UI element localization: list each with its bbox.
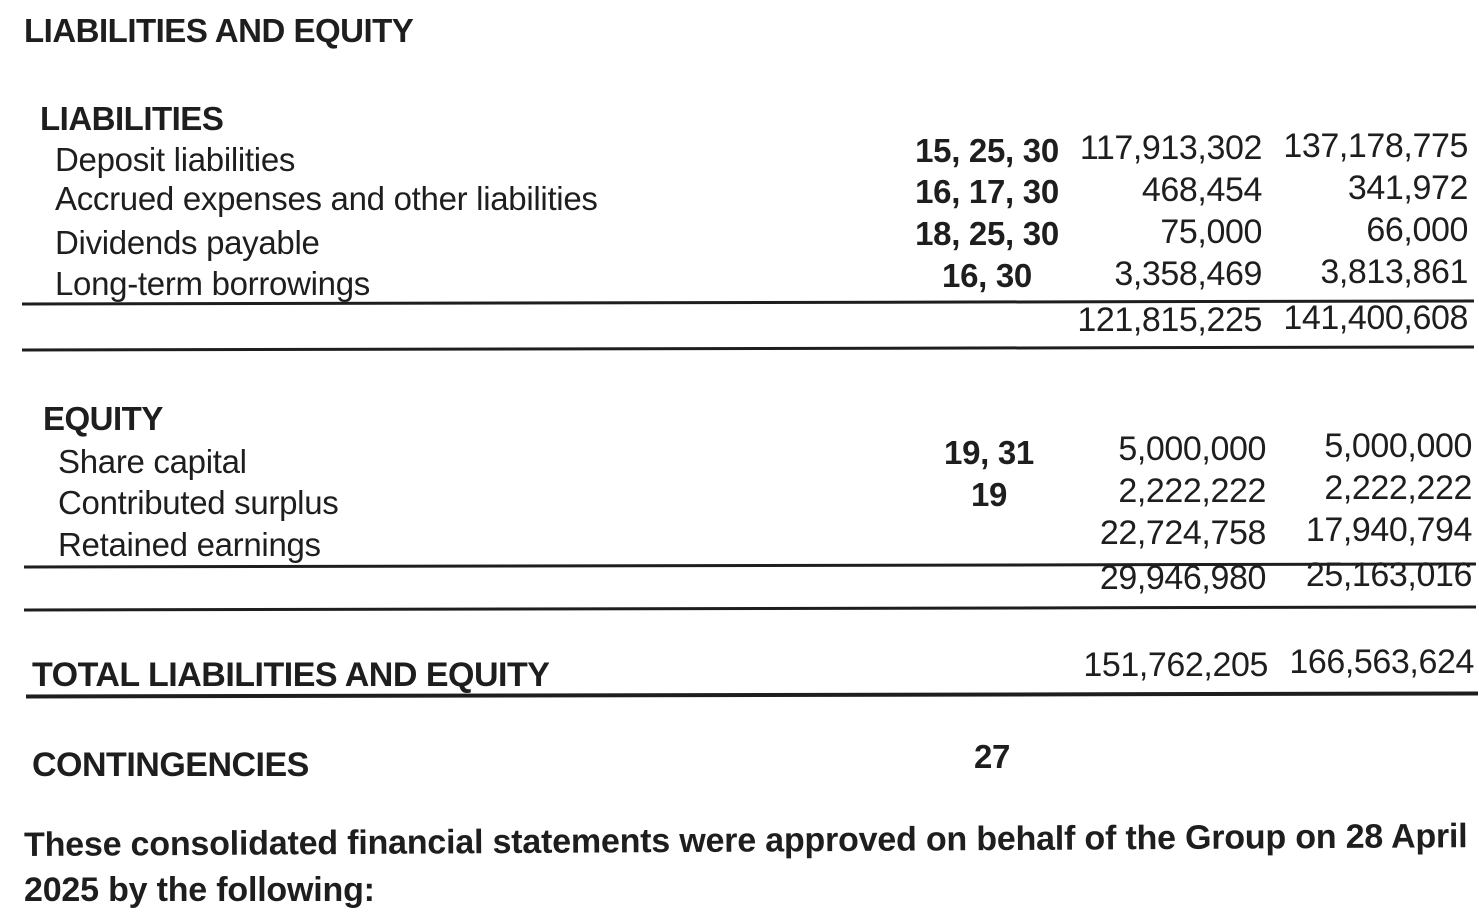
row-label: Share capital	[58, 443, 247, 480]
grand-total-prior: 166,563,624	[1289, 643, 1474, 681]
row-notes: 19	[970, 476, 1008, 513]
row-label: Long-term borrowings	[55, 265, 370, 302]
row-prior-value: 341,972	[1347, 169, 1468, 207]
total-rule	[24, 605, 1476, 611]
row-prior-value: 66,000	[1366, 211, 1468, 249]
row-current-value: 2,222,222	[1118, 472, 1266, 510]
row-prior-value: 17,940,794	[1305, 511, 1472, 549]
equity-heading: EQUITY	[43, 400, 163, 437]
grand-total-current: 151,762,205	[1083, 646, 1268, 684]
row-current-value: 468,454	[1141, 171, 1262, 209]
row-current-value: 3,358,469	[1114, 255, 1262, 293]
equity-total-current: 29,946,980	[1099, 559, 1266, 597]
row-current-value: 22,724,758	[1099, 514, 1266, 552]
liabilities-total-prior: 141,400,608	[1283, 299, 1468, 337]
row-notes: 15, 25, 30	[915, 132, 1059, 169]
liabilities-heading: LIABILITIES	[40, 100, 224, 137]
approval-text-line-1: These consolidated financial statements were approved on behalf of the Group on 28 April	[23, 817, 1468, 864]
row-label: Contributed surplus	[58, 484, 339, 521]
row-current-value: 117,913,302	[1079, 129, 1262, 167]
page-heading: LIABILITIES AND EQUITY	[24, 12, 414, 49]
row-label: Retained earnings	[58, 526, 321, 563]
row-label: Deposit liabilities	[55, 141, 296, 178]
row-notes: 16, 17, 30	[915, 173, 1059, 210]
approval-text-line-2: 2025 by the following:	[24, 871, 375, 909]
contingencies-notes: 27	[973, 738, 1011, 775]
total-rule	[22, 345, 1474, 351]
row-notes: 18, 25, 30	[915, 215, 1059, 252]
row-prior-value: 2,222,222	[1324, 469, 1472, 507]
row-current-value: 75,000	[1160, 213, 1262, 251]
grand-total-label: TOTAL LIABILITIES AND EQUITY	[32, 656, 550, 694]
row-notes: 16, 30	[942, 257, 1032, 294]
liabilities-total-current: 121,815,225	[1077, 301, 1262, 339]
row-current-value: 5,000,000	[1118, 430, 1266, 468]
row-prior-value: 137,178,775	[1283, 127, 1468, 165]
row-label: Accrued expenses and other liabilities	[55, 180, 598, 217]
contingencies-label: CONTINGENCIES	[32, 746, 309, 784]
row-notes: 19, 31	[944, 434, 1034, 471]
row-prior-value: 5,000,000	[1324, 427, 1472, 465]
row-prior-value: 3,813,861	[1320, 253, 1468, 291]
row-label: Dividends payable	[55, 224, 320, 261]
equity-total-prior: 25,163,016	[1305, 556, 1472, 594]
